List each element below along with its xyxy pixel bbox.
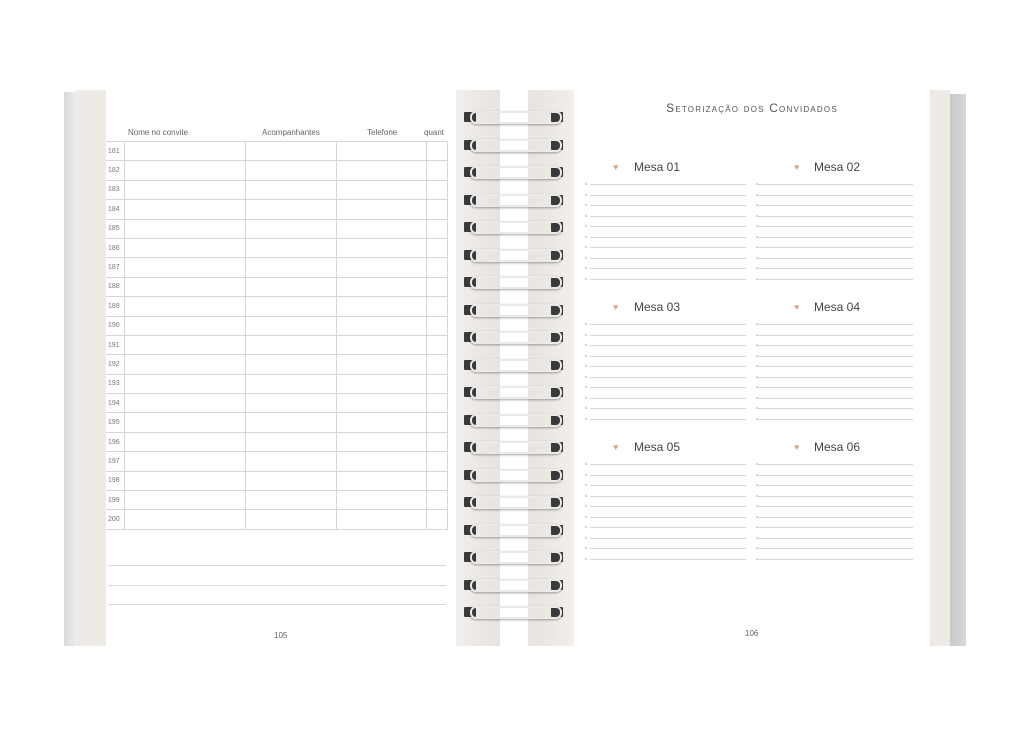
guest-line[interactable] <box>757 258 913 259</box>
name-cell[interactable] <box>125 142 246 161</box>
table-label: Mesa 02 <box>814 160 861 174</box>
guest-line[interactable] <box>757 506 913 507</box>
guest-line[interactable] <box>590 247 746 248</box>
spiral-ring <box>470 304 562 317</box>
phone-cell[interactable] <box>337 219 427 238</box>
line-bullet <box>585 526 587 528</box>
guest-line[interactable] <box>590 538 746 539</box>
guest-line[interactable] <box>757 475 913 476</box>
guest-line[interactable] <box>590 475 746 476</box>
row-number: 198 <box>106 471 125 490</box>
page-number-left: 105 <box>274 631 288 640</box>
line-bullet <box>585 323 587 325</box>
left-cover-edge <box>64 92 76 646</box>
spiral-ring <box>470 249 562 262</box>
table-row <box>106 394 448 413</box>
row-number: 192 <box>106 355 125 374</box>
guest-line[interactable] <box>590 559 746 560</box>
header-name: Nome no convite <box>128 128 189 137</box>
table-row <box>106 374 448 393</box>
line-bullet <box>585 376 587 378</box>
companions-cell[interactable] <box>246 238 337 257</box>
guest-line[interactable] <box>590 216 746 217</box>
table-row <box>106 316 448 335</box>
guest-line[interactable] <box>590 398 746 399</box>
guest-line[interactable] <box>757 559 913 560</box>
guest-table <box>106 141 448 530</box>
line-bullet <box>585 558 587 560</box>
quantity-cell[interactable] <box>427 374 448 393</box>
name-cell[interactable] <box>125 394 246 413</box>
heart-icon: ♥ <box>613 162 619 172</box>
phone-cell[interactable] <box>337 374 427 393</box>
spiral-ring <box>470 606 562 619</box>
guest-line[interactable] <box>590 548 746 549</box>
row-number: 181 <box>106 142 125 161</box>
table-row <box>106 335 448 354</box>
guest-line[interactable] <box>757 377 913 378</box>
phone-cell[interactable] <box>337 258 427 277</box>
line-bullet <box>585 267 587 269</box>
guest-line[interactable] <box>590 195 746 196</box>
heart-icon: ♥ <box>794 442 800 452</box>
guest-line[interactable] <box>590 464 746 465</box>
extra-line <box>108 604 446 605</box>
guest-line[interactable] <box>757 226 913 227</box>
line-bullet <box>585 516 587 518</box>
quantity-cell[interactable] <box>427 200 448 219</box>
table-row <box>106 142 448 161</box>
guest-line[interactable] <box>757 398 913 399</box>
line-bullet <box>585 257 587 259</box>
line-bullet <box>585 278 587 280</box>
spiral-ring <box>470 139 562 152</box>
quantity-cell[interactable] <box>427 432 448 451</box>
heart-icon: ♥ <box>613 302 619 312</box>
spiral-ring <box>470 579 562 592</box>
phone-cell[interactable] <box>337 510 427 529</box>
line-bullet <box>585 194 587 196</box>
guest-line[interactable] <box>590 205 746 206</box>
guest-line[interactable] <box>757 366 913 367</box>
quantity-cell[interactable] <box>427 219 448 238</box>
quantity-cell[interactable] <box>427 471 448 490</box>
spiral-ring <box>470 441 562 454</box>
guest-line[interactable] <box>590 517 746 518</box>
name-cell[interactable] <box>125 161 246 180</box>
spiral-ring <box>470 386 562 399</box>
guest-line[interactable] <box>590 335 746 336</box>
companions-cell[interactable] <box>246 491 337 510</box>
quantity-cell[interactable] <box>427 142 448 161</box>
spiral-ring <box>470 221 562 234</box>
name-cell[interactable] <box>125 316 246 335</box>
phone-cell[interactable] <box>337 335 427 354</box>
guest-line[interactable] <box>590 419 746 420</box>
page-number-right: 106 <box>745 629 759 638</box>
guest-line[interactable] <box>757 408 913 409</box>
line-bullet <box>585 386 587 388</box>
extra-line <box>108 565 446 566</box>
line-bullet <box>585 505 587 507</box>
companions-cell[interactable] <box>246 316 337 335</box>
row-number: 191 <box>106 335 125 354</box>
guest-line[interactable] <box>757 216 913 217</box>
quantity-cell[interactable] <box>427 277 448 296</box>
phone-cell[interactable] <box>337 394 427 413</box>
name-cell[interactable] <box>125 432 246 451</box>
guest-line[interactable] <box>590 184 746 185</box>
companions-cell[interactable] <box>246 452 337 471</box>
spiral-ring <box>470 194 562 207</box>
guest-line[interactable] <box>757 335 913 336</box>
guest-line[interactable] <box>590 237 746 238</box>
guest-line[interactable] <box>590 408 746 409</box>
guest-line[interactable] <box>757 538 913 539</box>
guest-line[interactable] <box>757 205 913 206</box>
right-cover <box>930 90 950 646</box>
table-row <box>106 238 448 257</box>
row-number: 193 <box>106 374 125 393</box>
guest-line[interactable] <box>757 247 913 248</box>
guest-line[interactable] <box>590 324 746 325</box>
companions-cell[interactable] <box>246 277 337 296</box>
companions-cell[interactable] <box>246 413 337 432</box>
phone-cell[interactable] <box>337 200 427 219</box>
phone-cell[interactable] <box>337 297 427 316</box>
quantity-cell[interactable] <box>427 297 448 316</box>
name-cell[interactable] <box>125 238 246 257</box>
guest-line[interactable] <box>590 268 746 269</box>
phone-cell[interactable] <box>337 277 427 296</box>
heart-icon: ♥ <box>613 442 619 452</box>
name-cell[interactable] <box>125 452 246 471</box>
guest-line[interactable] <box>590 387 746 388</box>
line-bullet <box>585 365 587 367</box>
quantity-cell[interactable] <box>427 452 448 471</box>
table-row <box>106 452 448 471</box>
row-number: 185 <box>106 219 125 238</box>
companions-cell[interactable] <box>246 297 337 316</box>
table-label: Mesa 01 <box>634 160 681 174</box>
line-bullet <box>585 236 587 238</box>
row-number: 184 <box>106 200 125 219</box>
line-bullet <box>585 344 587 346</box>
name-cell[interactable] <box>125 471 246 490</box>
phone-cell[interactable] <box>337 355 427 374</box>
row-number: 186 <box>106 238 125 257</box>
table-row <box>106 161 448 180</box>
companions-cell[interactable] <box>246 142 337 161</box>
row-number: 187 <box>106 258 125 277</box>
line-bullet <box>585 204 587 206</box>
guest-line[interactable] <box>590 496 746 497</box>
line-bullet <box>585 547 587 549</box>
quantity-cell[interactable] <box>427 180 448 199</box>
quantity-cell[interactable] <box>427 335 448 354</box>
phone-cell[interactable] <box>337 413 427 432</box>
guest-line[interactable] <box>757 356 913 357</box>
guest-line[interactable] <box>757 387 913 388</box>
line-bullet <box>585 397 587 399</box>
quantity-cell[interactable] <box>427 355 448 374</box>
companions-cell[interactable] <box>246 200 337 219</box>
spiral-ring <box>470 359 562 372</box>
phone-cell[interactable] <box>337 316 427 335</box>
heart-icon: ♥ <box>794 302 800 312</box>
page-title: Setorização dos Convidados <box>666 101 838 115</box>
name-cell[interactable] <box>125 258 246 277</box>
row-number: 188 <box>106 277 125 296</box>
line-bullet <box>585 418 587 420</box>
spiral-ring <box>470 551 562 564</box>
quantity-cell[interactable] <box>427 238 448 257</box>
spiral-ring <box>470 166 562 179</box>
guest-line[interactable] <box>590 366 746 367</box>
guest-line[interactable] <box>757 485 913 486</box>
name-cell[interactable] <box>125 413 246 432</box>
table-row <box>106 297 448 316</box>
table-label: Mesa 03 <box>634 300 681 314</box>
guest-line[interactable] <box>757 195 913 196</box>
table-row <box>106 219 448 238</box>
spiral-ring <box>470 469 562 482</box>
name-cell[interactable] <box>125 491 246 510</box>
companions-cell[interactable] <box>246 355 337 374</box>
line-bullet <box>585 463 587 465</box>
line-bullet <box>585 225 587 227</box>
table-row <box>106 200 448 219</box>
table-row <box>106 432 448 451</box>
guest-line[interactable] <box>590 377 746 378</box>
row-number: 189 <box>106 297 125 316</box>
guest-line[interactable] <box>757 324 913 325</box>
guest-line[interactable] <box>590 506 746 507</box>
line-bullet <box>585 183 587 185</box>
name-cell[interactable] <box>125 510 246 529</box>
table-label: Mesa 04 <box>814 300 861 314</box>
table-row <box>106 491 448 510</box>
name-cell[interactable] <box>125 200 246 219</box>
guest-line[interactable] <box>757 517 913 518</box>
guest-line[interactable] <box>757 184 913 185</box>
phone-cell[interactable] <box>337 142 427 161</box>
spiral-ring <box>470 111 562 124</box>
quantity-cell[interactable] <box>427 394 448 413</box>
guest-line[interactable] <box>757 527 913 528</box>
companions-cell[interactable] <box>246 180 337 199</box>
guest-line[interactable] <box>757 268 913 269</box>
name-cell[interactable] <box>125 374 246 393</box>
table-row <box>106 413 448 432</box>
spiral-ring <box>470 414 562 427</box>
name-cell[interactable] <box>125 219 246 238</box>
guest-line[interactable] <box>590 226 746 227</box>
spiral-ring <box>470 496 562 509</box>
phone-cell[interactable] <box>337 491 427 510</box>
table-row <box>106 510 448 529</box>
guest-line[interactable] <box>590 485 746 486</box>
left-cover <box>76 90 106 646</box>
phone-cell[interactable] <box>337 238 427 257</box>
guest-line[interactable] <box>757 279 913 280</box>
companions-cell[interactable] <box>246 374 337 393</box>
companions-cell[interactable] <box>246 258 337 277</box>
name-cell[interactable] <box>125 335 246 354</box>
name-cell[interactable] <box>125 355 246 374</box>
phone-cell[interactable] <box>337 161 427 180</box>
line-bullet <box>585 484 587 486</box>
companions-cell[interactable] <box>246 471 337 490</box>
table-row <box>106 471 448 490</box>
line-bullet <box>585 495 587 497</box>
table-row <box>106 258 448 277</box>
guest-line[interactable] <box>757 237 913 238</box>
row-number: 199 <box>106 491 125 510</box>
table-label: Mesa 05 <box>634 440 681 454</box>
table-row <box>106 180 448 199</box>
extra-line <box>108 585 446 586</box>
companions-cell[interactable] <box>246 219 337 238</box>
line-bullet <box>585 246 587 248</box>
guest-line[interactable] <box>590 345 746 346</box>
header-phone: Telefone <box>367 128 398 137</box>
quantity-cell[interactable] <box>427 258 448 277</box>
name-cell[interactable] <box>125 277 246 296</box>
row-number: 196 <box>106 432 125 451</box>
row-number: 200 <box>106 510 125 529</box>
guest-line[interactable] <box>757 464 913 465</box>
companions-cell[interactable] <box>246 335 337 354</box>
phone-cell[interactable] <box>337 452 427 471</box>
guest-line[interactable] <box>757 345 913 346</box>
name-cell[interactable] <box>125 297 246 316</box>
spiral-ring <box>470 524 562 537</box>
line-bullet <box>585 537 587 539</box>
quantity-cell[interactable] <box>427 491 448 510</box>
line-bullet <box>585 407 587 409</box>
spiral-ring <box>470 276 562 289</box>
name-cell[interactable] <box>125 180 246 199</box>
guest-line[interactable] <box>590 279 746 280</box>
guest-line[interactable] <box>757 419 913 420</box>
companions-cell[interactable] <box>246 510 337 529</box>
row-number: 190 <box>106 316 125 335</box>
line-bullet <box>585 334 587 336</box>
guest-line[interactable] <box>590 527 746 528</box>
line-bullet <box>585 215 587 217</box>
row-number: 182 <box>106 161 125 180</box>
row-number: 183 <box>106 180 125 199</box>
companions-cell[interactable] <box>246 161 337 180</box>
quantity-cell[interactable] <box>427 316 448 335</box>
row-number: 195 <box>106 413 125 432</box>
table-row <box>106 355 448 374</box>
row-number: 194 <box>106 394 125 413</box>
heart-icon: ♥ <box>794 162 800 172</box>
guest-line[interactable] <box>590 258 746 259</box>
quantity-cell[interactable] <box>427 413 448 432</box>
guest-line[interactable] <box>590 356 746 357</box>
line-bullet <box>585 355 587 357</box>
right-page <box>574 90 930 646</box>
table-label: Mesa 06 <box>814 440 861 454</box>
row-number: 197 <box>106 452 125 471</box>
guest-line[interactable] <box>757 548 913 549</box>
guest-line[interactable] <box>757 496 913 497</box>
spiral-ring <box>470 331 562 344</box>
phone-cell[interactable] <box>337 432 427 451</box>
companions-cell[interactable] <box>246 394 337 413</box>
quantity-cell[interactable] <box>427 161 448 180</box>
line-bullet <box>585 474 587 476</box>
table-row <box>106 277 448 296</box>
phone-cell[interactable] <box>337 471 427 490</box>
header-quantity: quant <box>424 128 445 137</box>
quantity-cell[interactable] <box>427 510 448 529</box>
companions-cell[interactable] <box>246 432 337 451</box>
header-companions: Acompanhantes <box>262 128 320 137</box>
phone-cell[interactable] <box>337 180 427 199</box>
right-cover-edge <box>950 94 966 646</box>
